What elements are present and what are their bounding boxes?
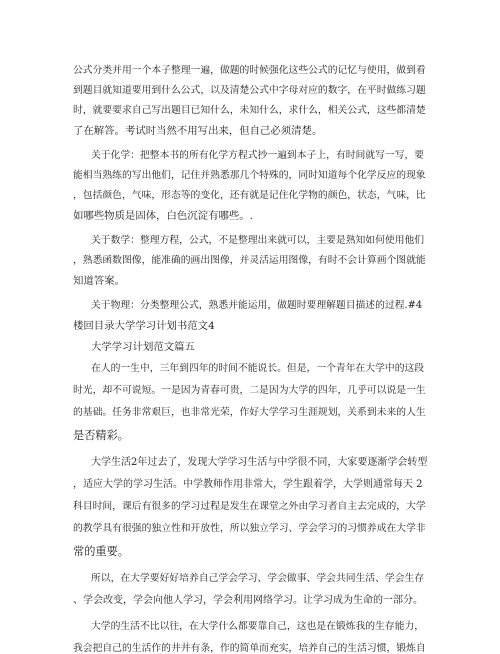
section-heading: 大学学习计划范文篇五 <box>91 341 195 353</box>
text-line: 的基础。任务非常艰巨，也非常光荣，作好大学学习生涯规划，关系到未来的人生 <box>73 407 426 418</box>
text-line: 大学的生活不比以往，在大学什么都要靠自己，这也是在锻炼我的生存能力， <box>91 621 425 632</box>
text-line: 公式分类并用一个本子整理一遍，做题的时候强化这些公式的记忆与使用，做到看 <box>73 65 426 76</box>
text-line: 常的重要。 <box>73 545 129 558</box>
text-line: ，适应大学的学习生活。中学教师作用非常大，学生跟着学，大学则通常每天 2 <box>73 479 423 490</box>
text-line: 在人的一生中，三年到四年的时间不能说长。但是，一个青年在大学中的这段 <box>91 363 425 374</box>
text-line: 的教学具有很强的独立性和开放性，所以独立学习、学会学习的习惯养成在大学非 <box>73 523 426 534</box>
text-line: 能相当熟练的写出他们，记住并熟悉那几个特殊的，同时知道每个化学反应的现象 <box>73 170 426 181</box>
text-line: 、学会改变，学会向他人学习，学会利用网络学习。让学习成为生命的一部分。 <box>73 595 423 606</box>
text-line: ，熟悉函数图像，能准确的画出图像，并灵活运用图像，有时不会计算画个图就能 <box>73 255 426 266</box>
text-line: 是否精彩。 <box>73 429 129 442</box>
text-line: 科目时间，课后有很多的学习过程是发生在课堂之外由学习者自主去完成的，大学 <box>73 501 426 512</box>
text-line: 了在解答。考试时当然不用写出来，但自己必须清楚。 <box>73 125 323 137</box>
text-line: 如哪些物质是固体，白色沉淀有哪些。. <box>73 210 253 222</box>
text-line: 楼回目录大学学习计划书范文4 <box>73 320 215 332</box>
text-line: 关于化学：把整本书的所有化学方程式抄一遍到本子上，有时间就写一写，要 <box>91 150 425 161</box>
text-line: 关于数学：整理方程，公式，不是整理出来就可以，主要是熟知如何使用他们 <box>91 235 425 246</box>
text-line: 知道答案。 <box>73 275 125 287</box>
text-line: 到题目就知道要用到什么公式，以及清楚公式中字母对应的数字，在平时做练习题 <box>73 85 426 96</box>
text-line: 关于物理：分类整理公式，熟悉并能运用，做题时要理解题目描述的过程.#4 <box>91 300 423 311</box>
text-line: 时光，却不可说短。一是因为青春可贵，二是因为大学的四年，几乎可以说是一生 <box>73 385 426 396</box>
text-line: 我会把自己的生活作的井井有条，作的简单而充实，培养自己的生活习惯，锻炼自 <box>73 643 426 654</box>
text-line: 大学生活2年过去了，发现大学学习生活与中学很不同，大家要逐渐学会转型 <box>91 457 428 468</box>
text-line: 所以，在大学要好好培养自己学会学习、学会做事、学会共同生活、学会生存 <box>91 573 425 584</box>
text-line: ，包括颜色，气味，形态等的变化，还有就是记住化学物的颜色，状态，气味，比 <box>73 190 426 201</box>
text-line: 时，就要要求自己写出题目已知什么，未知什么，求什么，相关公式，这些都清楚 <box>73 105 426 116</box>
